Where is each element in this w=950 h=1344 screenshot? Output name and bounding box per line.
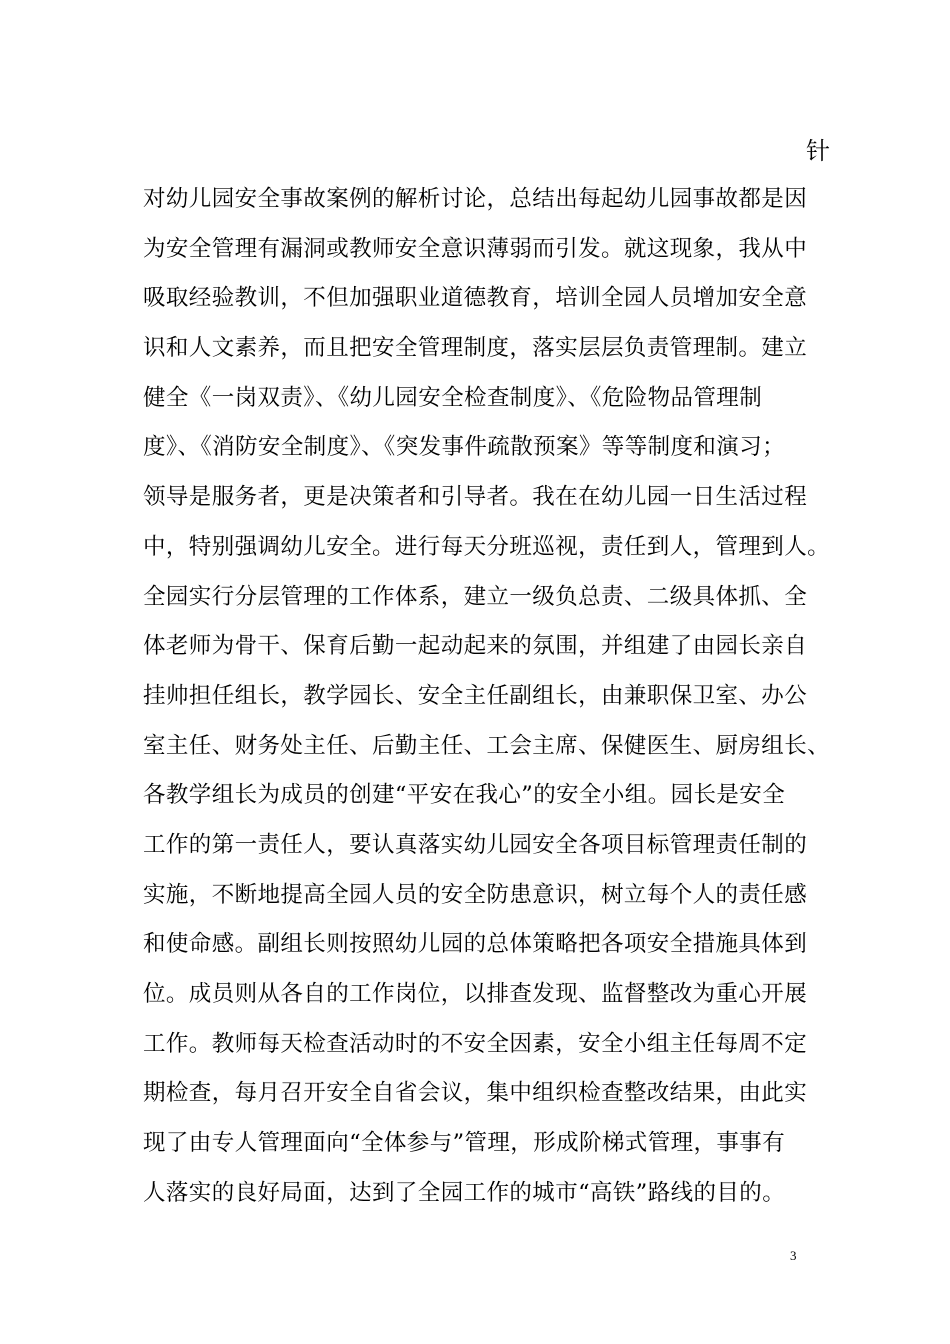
carry-over-text: 针 [806,137,830,165]
text-line: 实施，不断地提高全园人员的安全防患意识，树立每个人的责任感 [143,881,808,908]
text-line: 领导是服务者，更是决策者和引导者。我在在幼儿园一日生活过程 [143,484,808,511]
text-line: 中，特别强调幼儿安全。进行每天分班巡视，责任到人，管理到人。 [143,533,831,560]
text-line: 位。成员则从各自的工作岗位，以排查发现、监督整改为重心开展 [143,981,808,1007]
text-line: 为安全管理有漏洞或教师安全意识薄弱而引发。就这现象，我从中 [143,235,808,262]
text-line: 各教学组长为成员的创建“平安在我心”的安全小组。园长是安全 [143,782,786,809]
text-line: 室主任、财务处主任、后勤主任、工会主席、保健医生、厨房组长、 [143,732,831,759]
text-line: 全园实行分层管理的工作体系，建立一级负总责、二级具体抓、全 [143,583,808,610]
text-line: 现了由专人管理面向“全体参与”管理，形成阶梯式管理，事事有 [143,1130,786,1157]
text-line: 吸取经验教训，不但加强职业道德教育，培训全园人员增加安全意 [143,285,808,312]
body-paragraph [143,181,843,1224]
text-line: 和使命感。副组长则按照幼儿园的总体策略把各项安全措施具体到 [143,931,808,958]
text-line: 健全《一岗双责》、《幼儿园安全检查制度》、《危险物品管理制 [143,384,763,411]
text-line: 工作。教师每天检查活动时的不安全因素，安全小组主任每周不定 [143,1030,808,1057]
text-line: 对幼儿园安全事故案例的解析讨论，总结出每起幼儿园事故都是因 [143,186,808,212]
text-line: 度》、《消防安全制度》、《突发事件疏散预案》等等制度和演习； [143,434,786,461]
text-line: 人落实的良好局面，达到了全园工作的城市“高铁”路线的目的。 [143,1179,786,1206]
text-line: 挂帅担任组长，教学园长、安全主任副组长，由兼职保卫室、办公 [143,682,808,709]
text-line: 期检查，每月召开安全自省会议，集中组织检查整改结果，由此实 [143,1080,808,1107]
text-line: 工作的第一责任人，要认真落实幼儿园安全各项目标管理责任制的 [143,831,808,858]
text-line: 体老师为骨干、保育后勤一起动起来的氛围，并组建了由园长亲自 [143,633,808,660]
page-number: 3 [790,1248,797,1263]
text-line: 识和人文素养，而且把安全管理制度，落实层层负责管理制。建立 [143,335,808,362]
